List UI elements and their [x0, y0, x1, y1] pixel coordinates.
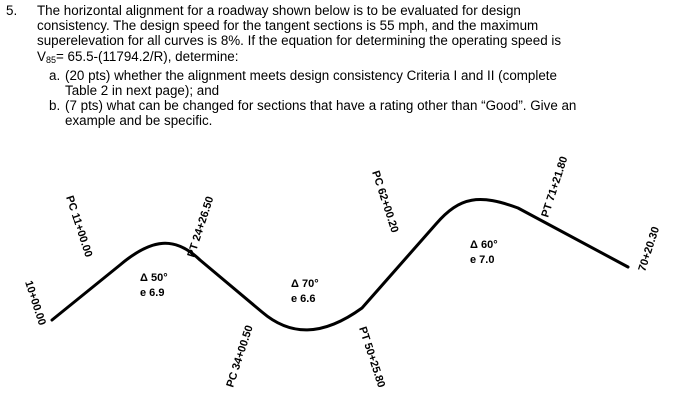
curve3-delta-label: Δ 60°: [470, 239, 498, 251]
station-pc2-label: PC 34+00.50: [224, 323, 256, 389]
part-b-line: example and be specific.: [65, 113, 213, 129]
roadway-alignment: [52, 200, 628, 330]
problem-line: The horizontal alignment for a roadway shown below is to be evaluated for design: [37, 3, 521, 18]
part-a-line: Table 2 in next page); and: [65, 83, 220, 99]
curve3-superelevation-label: e 7.0: [470, 254, 495, 266]
part-a-line: (20 pts) whether the alignment meets design consistency Criteria I and II (complete: [65, 67, 557, 83]
curve2-superelevation-label: e 6.6: [291, 293, 316, 305]
problem-line: consistency. The design speed for the tangent sections is 55 mph, and the maximum: [37, 18, 539, 34]
part-b-line: (7 pts) what can be changed for sections that have a rating other than “Good”. Give an: [65, 98, 577, 114]
station-pc3-label: PC 62+00.20: [369, 169, 401, 235]
station-pc1-label: PC 11+00.00: [63, 194, 95, 259]
problem-line: superelevation for all curves is 8%. If the equation for determining the operating speed is: [37, 33, 562, 49]
station-pt2-label: PT 50+25.80: [356, 325, 388, 390]
curve1-delta-label: Δ 50°: [140, 272, 168, 284]
operating-speed-equation: $V_{85}= 65.5-(11794.2/R)$, determine:: [37, 48, 239, 65]
station-pt1-label: PT 24+26.50: [185, 195, 217, 259]
part-a-label: a.: [49, 67, 61, 83]
curve2-delta-label: Δ 70°: [291, 278, 319, 290]
station-pt3-label: PT 71+21.80: [539, 155, 571, 219]
curve1-superelevation-label: e 6.9: [140, 287, 165, 299]
station-end-label: 70+20.30: [636, 225, 663, 273]
station-start-label: 10+00.00: [22, 279, 48, 327]
part-b-label: b.: [49, 98, 61, 114]
problem-number: 5.: [6, 3, 18, 18]
